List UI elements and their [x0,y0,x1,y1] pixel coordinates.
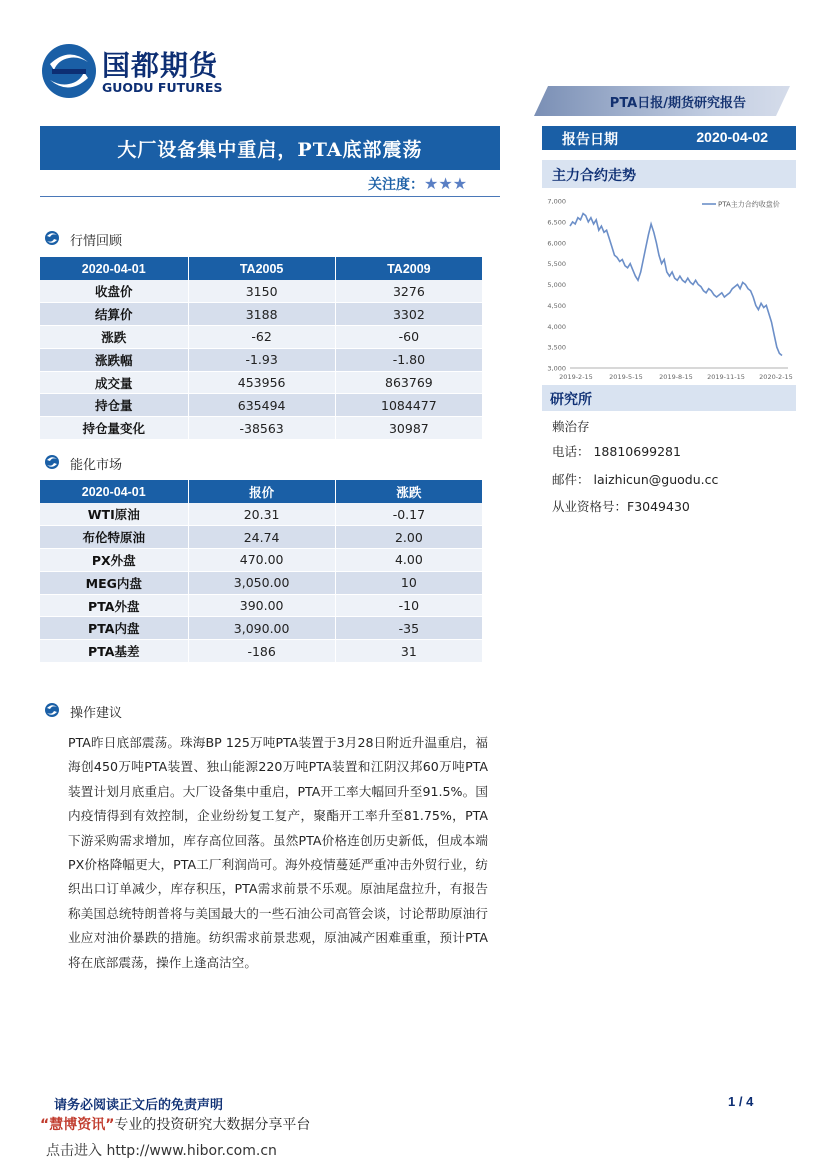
table-cell: -0.17 [335,503,482,526]
row-label: 涨跌 [40,326,188,349]
row-label: 布伦特原油 [40,526,188,549]
y-tick-label: 5,000 [547,281,566,289]
table-cell: 24.74 [188,526,335,549]
row-label: PTA基差 [40,640,188,663]
table-cell: 1084477 [335,394,482,417]
disclaimer-notice[interactable]: 请务必阅读正文后的免责声明 [54,1098,224,1113]
table-header-cell: TA2009 [335,257,482,280]
row-label: 涨跌幅 [40,348,188,371]
table-cell: 30987 [335,417,482,440]
row-label: PX外盘 [40,549,188,572]
research-section-title: 研究所 [550,392,592,408]
footer-link[interactable]: 点击进入 http://www.hibor.com.cn [46,1143,277,1159]
table-row [40,549,483,572]
price-trend-chart [542,190,796,382]
row-label: 结算价 [40,303,188,326]
table-cell: 2.00 [335,526,482,549]
report-date-box [542,126,796,150]
x-tick-label: 2019-8-15 [659,373,693,381]
table-cell: 3150 [188,280,335,303]
table-cell: 3,090.00 [188,617,335,640]
attention-rating [368,174,467,194]
table-header-cell: 2020-04-01 [40,480,188,503]
table-row [40,594,483,617]
table-header-cell: 2020-04-01 [40,257,188,280]
table-row [40,526,483,549]
report-type-banner [534,86,790,116]
report-title: 大厂设备集中重启，PTA底部震荡 [117,139,423,161]
table-cell: 3302 [335,303,482,326]
row-label: PTA外盘 [40,594,188,617]
attention-label: 关注度： [368,177,424,193]
market-review-table [40,257,483,440]
series-line-pta [570,214,782,356]
trend-section-title: 主力合约走势 [552,168,636,184]
table-row [40,348,483,371]
table-cell: -186 [188,640,335,663]
table-row [40,503,483,526]
energy-market-title: 能化市场 [70,458,123,473]
logo-chinese-name: 国都期货 [102,49,219,82]
x-tick-label: 2019-5-15 [609,373,643,381]
table-cell: -62 [188,326,335,349]
table-cell: 3,050.00 [188,571,335,594]
footer-brand: “慧博资讯” [40,1117,115,1133]
y-tick-label: 6,500 [547,218,566,227]
row-label: 持仓量 [40,394,188,417]
advice-paragraph: PTA昨日底部震荡。珠海BP 125万吨PTA装置于3月28日附近升温重启，福海创450万吨PTA装置、独山能源220万吨PTA装置和江阴汉邦60万吨PTA装置计划月底重启。大厂设备集中重启，PTA开工率大幅回升至91.5%。国内疫情得到有效控制，企业纷纷复工复产，聚酯开工率升至81.75%，PTA下游采购需求增加，库存高位回落。虽然PTA价格连创历史新低，但成本端PX价格降幅更大，PTA工厂利润尚可。海外疫情蔓延严重冲击外贸行业，纺织出口订单减少，库存积压，PTA需求前景不乐观。原油尾盘拉升，有报告称美国总统特朗普将与美国最大的一些石油公司高管会谈，讨论帮助原油行业应对油价暴跌的措施。纺织需求前景悲观，原油减产困难重重，预计PTA将在底部震荡，操作上逢高沽空。 [68,735,488,970]
table-row [40,571,483,594]
row-label: 收盘价 [40,280,188,303]
legend-entry: PTA主力合约收盘价 [718,200,780,209]
x-tick-label: 2019-2-15 [559,373,593,381]
footer-tagline: 专业的投资研究大数据分享平台 [114,1117,311,1133]
table-cell: 4.00 [335,549,482,572]
row-label: WTI原油 [40,503,188,526]
report-type-label: PTA日报/期货研究报告 [609,96,746,111]
table-cell: 3276 [335,280,482,303]
table-cell: -1.80 [335,348,482,371]
section-bullet-icon [44,454,60,470]
table-cell: 3188 [188,303,335,326]
table-row [40,640,483,663]
table-cell: -35 [335,617,482,640]
table-cell: 470.00 [188,549,335,572]
logo-mark-icon [40,42,98,100]
analyst-phone: 电话： 18810699281 [552,444,681,459]
title-divider [40,196,500,197]
table-cell: 453956 [188,371,335,394]
table-cell: -60 [335,326,482,349]
table-header-cell: 报价 [188,480,335,503]
table-cell: -38563 [188,417,335,440]
table-cell: 863769 [335,371,482,394]
market-review-title: 行情回顾 [70,234,123,249]
logo-english-name: GUODU FUTURES [102,80,223,95]
trend-section-header [542,160,796,188]
y-tick-label: 4,000 [547,322,566,331]
report-title-bar [40,126,500,170]
y-tick-label: 5,500 [547,260,566,269]
research-section-header [542,385,796,411]
analyst-name: 赖治存 [552,419,590,434]
footer-brand-line [40,1114,310,1134]
table-header-cell: TA2005 [188,257,335,280]
table-cell: 635494 [188,394,335,417]
table-cell: -1.93 [188,348,335,371]
report-date-value: 2020-04-02 [696,129,768,145]
table-row [40,417,483,440]
x-tick-label: 2019-11-15 [707,373,745,381]
company-logo [40,40,250,100]
table-header-cell: 涨跌 [335,480,482,503]
energy-market-table [40,480,483,663]
table-cell: 10 [335,571,482,594]
x-tick-label: 2020-2-15 [759,373,793,381]
table-cell: 20.31 [188,503,335,526]
report-date-label: 报告日期 [562,132,618,148]
star-rating-icon: ★★★ [424,174,468,193]
table-row [40,394,483,417]
section-bullet-icon [44,702,60,718]
y-tick-label: 3,500 [547,343,566,352]
table-row [40,371,483,394]
y-tick-label: 4,500 [547,301,566,310]
row-label: MEG内盘 [40,571,188,594]
row-label: PTA内盘 [40,617,188,640]
row-label: 成交量 [40,371,188,394]
y-tick-label: 7,000 [547,197,566,206]
table-row [40,326,483,349]
analyst-license: 从业资格号：F3049430 [552,499,690,514]
table-cell: 390.00 [188,594,335,617]
page-number: 1 / 4 [728,1094,754,1109]
y-tick-label: 3,000 [547,364,566,373]
table-row [40,303,483,326]
table-row [40,280,483,303]
table-cell: -10 [335,594,482,617]
advice-title: 操作建议 [70,706,123,721]
row-label: 持仓量变化 [40,417,188,440]
analyst-email[interactable]: 邮件： laizhicun@guodu.cc [552,472,719,487]
table-cell: 31 [335,640,482,663]
table-row [40,617,483,640]
section-bullet-icon [44,230,60,246]
y-tick-label: 6,000 [547,239,566,248]
